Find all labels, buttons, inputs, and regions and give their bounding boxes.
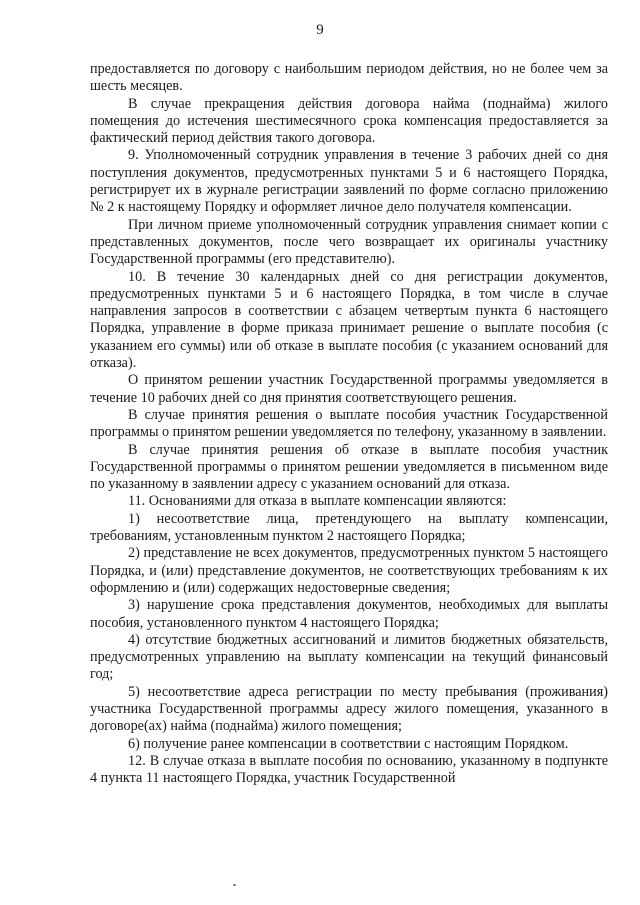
paragraph: О принятом решении участник Государственной программы уведомляется в течение 10 рабочих дней со дня принятия соответствующего решения. xyxy=(90,372,608,406)
list-item: 6) получение ранее компенсации в соответствии с настоящим Порядком. xyxy=(128,735,569,752)
paragraph: В случае принятия решения о выплате пособия участник Государственной программы о принятом решении уведомляется по телефону, указанному в заявлении. xyxy=(90,406,608,441)
scan-artifact xyxy=(233,884,236,886)
list-item: 3) нарушение срока представления документов, необходимых для выплаты пособия, установленного пунктом 4 настоящего Порядка; xyxy=(90,597,608,631)
list-item: 2) представление не всех документов, предусмотренных пунктом 5 настоящего Порядка, и (или) представление документов, не соответствующих требованиям к их оформлению и (или) содержащих недостоверные сведения; xyxy=(90,545,608,596)
page-number: 9 xyxy=(316,22,324,38)
list-item: 4) отсутствие бюджетных ассигнований и лимитов бюджетных обязательств, предусмотренных управлению на выплату компенсации на текущий финансовый год; xyxy=(90,631,608,683)
paragraph-item-11: 11. Основаниями для отказа в выплате компенсации являются: xyxy=(128,493,507,510)
paragraph-item-12: 12. В случае отказа в выплате пособия по основанию, указанному в подпункте 4 пункта 11 настоящего Порядка, участник Государственной xyxy=(90,752,608,787)
paragraph: В случае прекращения действия договора найма (поднайма) жилого помещения до истечения шестимесячного срока компенсация предоставляется за фактический период действия такого договора. xyxy=(90,95,608,147)
paragraph: При личном приеме уполномоченный сотрудник управления снимает копии с представленных документов, после чего возвращает их оригиналы участнику Государственной программы (его представителю). xyxy=(90,216,608,268)
paragraph-item-9: 9. Уполномоченный сотрудник управления в течение 3 рабочих дней со дня поступления документов, предусмотренных пунктами 5 и 6 настоящего Порядка, регистрирует их в журнале регистрации заявлений по форме согласно приложению № 2 к настоящему Порядку и оформляет личное дело получателя компенсации. xyxy=(90,147,608,216)
list-item: 5) несоответствие адреса регистрации по месту пребывания (проживания) участника Государственной программы адресу жилого помещения, указанного в договоре(ах) найма (поднайма) жилого помещения; xyxy=(90,683,608,735)
document-body xyxy=(90,61,608,787)
paragraph: В случае принятия решения об отказе в выплате пособия участник Государственной программы о принятом решении уведомляется в письменном виде по указанному в заявлении адресу с указанием оснований для отказа. xyxy=(90,441,608,493)
paragraph-continuation: предоставляется по договору с наибольшим периодом действия, но не более чем за шесть месяцев. xyxy=(90,61,608,95)
list-item: 1) несоответствие лица, претендующего на выплату компенсации, требованиям, установленным пунктом 2 настоящего Порядка; xyxy=(90,510,608,545)
paragraph-item-10: 10. В течение 30 календарных дней со дня регистрации документов, предусмотренных пунктами 5 и 6 настоящего Порядка, в том числе в случае направления запросов в соответствии с абзацем четвертым пункта 6 настоящего Порядка, управление в форме приказа принимает решение о выплате пособия (с указанием его суммы) или об отказе в выплате пособия (с указанием оснований для отказа). xyxy=(90,268,608,372)
